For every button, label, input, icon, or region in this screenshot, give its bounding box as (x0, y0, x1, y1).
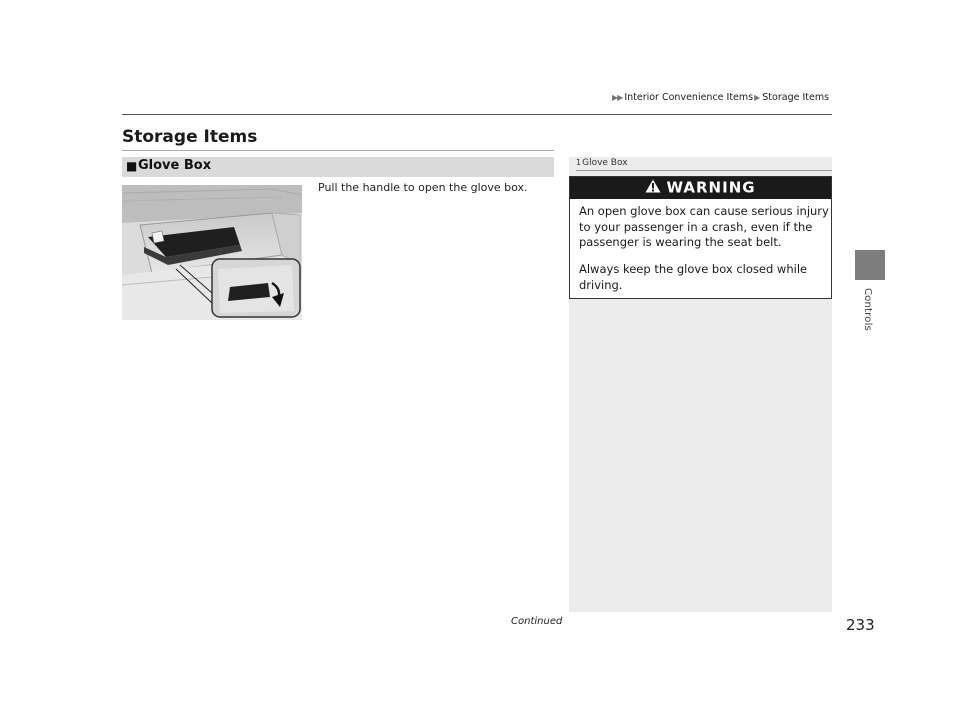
glove-box-illustration (122, 185, 302, 320)
square-bullet-icon: ■ (126, 159, 138, 173)
page-title: Storage Items (122, 127, 258, 147)
triangle-right-icon: ▶ (754, 93, 761, 102)
note-header (576, 158, 628, 168)
warning-triangle-icon (645, 178, 661, 197)
section-header-label: Glove Box (138, 158, 212, 173)
section-header (122, 157, 554, 177)
breadcrumb-item[interactable]: Interior Convenience Items (624, 92, 754, 103)
warning-text: An open glove box can cause serious injury to your passenger in a crash, even if the passenger is wearing the seat belt. (579, 204, 829, 249)
header-divider (122, 114, 832, 115)
breadcrumb-item[interactable]: Storage Items (762, 92, 830, 103)
triangle-right-icon: ▶▶ (612, 93, 623, 102)
note-title: Glove Box (582, 158, 628, 168)
breadcrumb (612, 92, 829, 103)
note-divider (576, 170, 832, 171)
title-divider (122, 150, 554, 151)
note-reference-icon: 1 (576, 158, 582, 167)
chapter-tab-label[interactable]: Controls (862, 288, 873, 331)
continued-label: Continued (511, 616, 563, 627)
chapter-tab-marker (855, 250, 885, 280)
page-number: 233 (846, 616, 875, 634)
body-text: Pull the handle to open the glove box. (318, 181, 528, 194)
warning-label: WARNING (666, 178, 756, 197)
warning-banner (570, 177, 831, 199)
warning-text: Always keep the glove box closed while driving. (579, 262, 808, 292)
